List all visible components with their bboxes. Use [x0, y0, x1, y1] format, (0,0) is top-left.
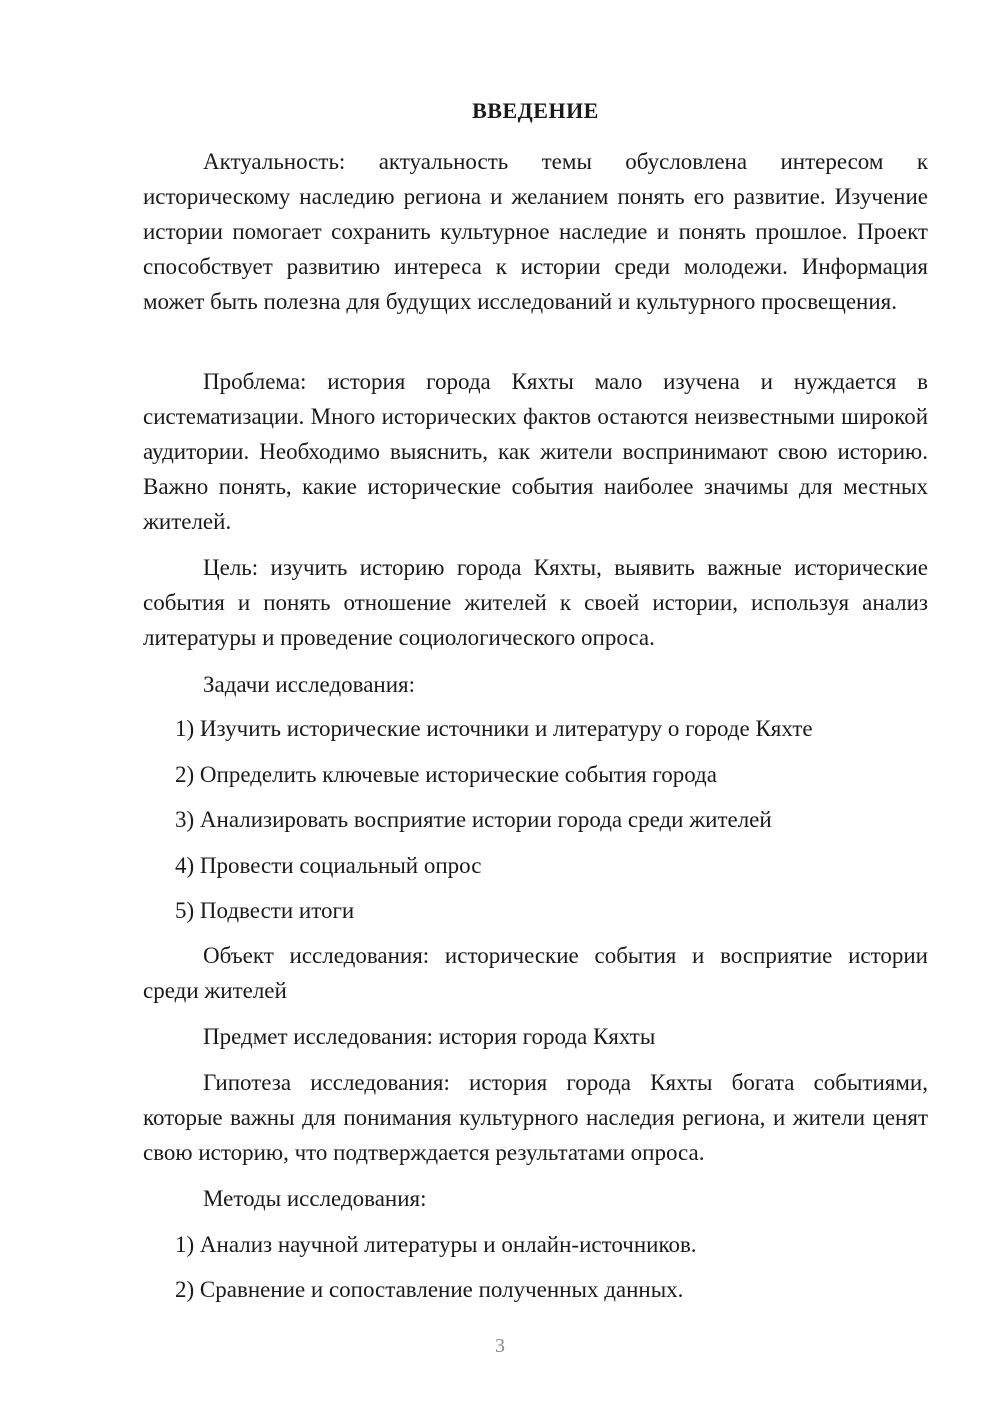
hypothesis-paragraph: Гипотеза исследования: история города Кяхты богата событиями, которые важны для понимания культурного наследия региона, и жители ценят свою историю, что подтверждается результатами опроса.	[143, 1070, 928, 1165]
subject-paragraph: Предмет исследования: история города Кяхты	[203, 1024, 656, 1049]
task-item: 2) Определить ключевые исторические события города	[175, 762, 717, 787]
method-item: 2) Сравнение и сопоставление полученных данных.	[175, 1277, 684, 1302]
object-paragraph: Объект исследования: исторические события и восприятие истории среди жителей	[143, 943, 928, 1003]
methods-label: Методы исследования:	[203, 1186, 427, 1211]
task-item: 5) Подвести итоги	[175, 898, 355, 923]
problem-paragraph: Проблема: история города Кяхты мало изучена и нуждается в систематизации. Много исторических фактов остаются неизвестными широкой аудитории. Необходимо выяснить, как жители воспринимают свою историю. Важно понять, какие исторические события наиболее значимы для местных жителей.	[143, 369, 928, 534]
tasks-label: Задачи исследования:	[203, 672, 416, 697]
section-title: ВВЕДЕНИЕ	[472, 98, 599, 123]
relevance-paragraph: Актуальность: актуальность темы обусловлена интересом к историческому наследию региона и желанием понять его развитие. Изучение истории помогает сохранить культурное наследие и понять прошлое. Проект способствует развитию интереса к истории среди молодежи. Информация может быть полезна для будущих исследований и культурного просвещения.	[143, 149, 928, 314]
task-item: 1) Изучить исторические источники и литературу о городе Кяхте	[175, 716, 813, 741]
task-item: 4) Провести социальный опрос	[175, 853, 482, 878]
goal-paragraph: Цель: изучить историю города Кяхты, выявить важные исторические события и понять отношение жителей к своей истории, используя анализ литературы и проведение социологического опроса.	[143, 555, 928, 650]
page-number: 3	[495, 1335, 505, 1357]
method-item: 1) Анализ научной литературы и онлайн-источников.	[175, 1232, 697, 1257]
task-item: 3) Анализировать восприятие истории города среди жителей	[175, 807, 772, 832]
